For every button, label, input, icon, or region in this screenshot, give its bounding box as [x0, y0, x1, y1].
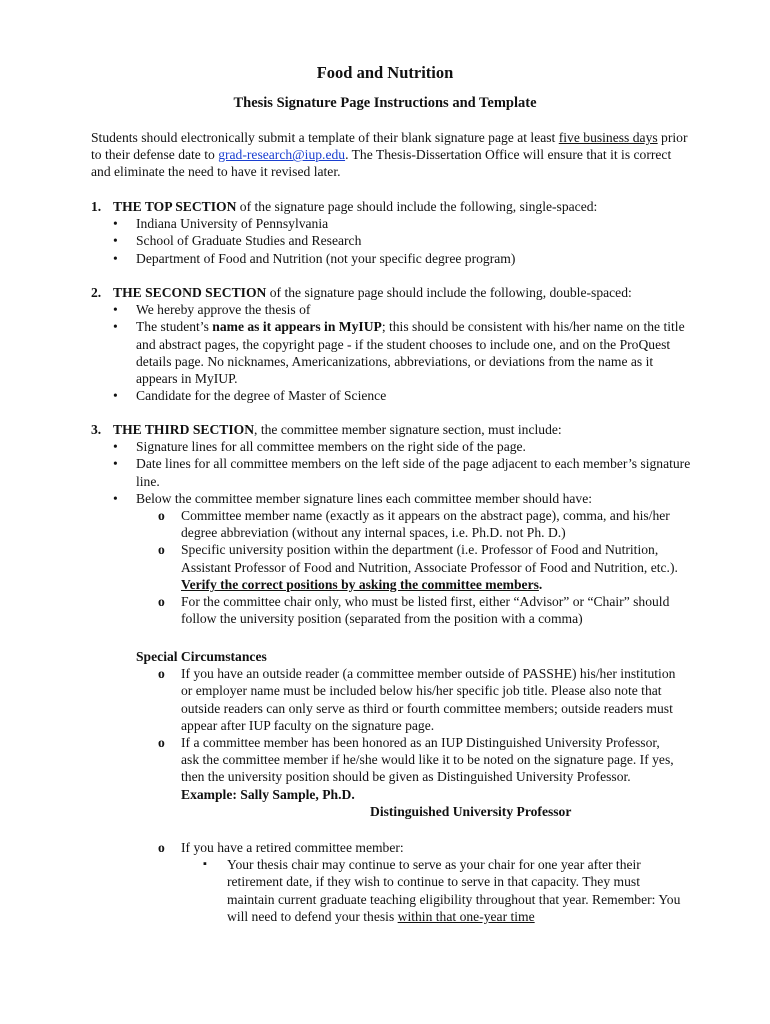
sub-list-item-emphasis: Verify the correct positions by asking the committee members — [181, 576, 539, 592]
retired-member-section — [136, 839, 681, 925]
circle-bullet-icon: o — [158, 508, 165, 524]
list-item — [91, 215, 691, 232]
sub-list-item — [136, 541, 691, 593]
sub-list-item-text: . — [538, 576, 543, 592]
sub-list-item-text: If you have an outside reader (a committee member outside of PASSHE) his/her institution or employer name must be included below his/her specific job title. Please also note that outside readers can only serve as third or fourth committee members; outside readers must appear after IUP faculty on the signature page. — [181, 666, 676, 733]
section-number: 2. — [91, 285, 102, 300]
section-heading — [113, 198, 691, 215]
sub-list-item-text: Specific university position within the department (i.e. Professor of Food and Nutrition, Assistant Professor of Food and Nutrition, Associate Professor of Food and Nutrition, etc.). — [181, 542, 678, 575]
bullet-list — [91, 215, 691, 267]
section-heading-text: of the signature page should include the following, double-spaced: — [266, 285, 632, 300]
section-heading — [113, 284, 691, 301]
sub-list-item — [136, 593, 691, 627]
section-number: 3. — [91, 422, 102, 437]
list-item — [91, 438, 691, 455]
list-item — [91, 250, 691, 267]
section-heading-text: , the committee member signature section, must include: — [254, 422, 562, 437]
list-item-text: ; this should be consistent with his/her name on the title and abstract pages, the copyright page - if the student chooses to include one, and on the ProQuest details page. No nicknames, Americanizations, abbreviations, or deviations from the name as it appears in MyIUP. — [136, 319, 685, 387]
bullet-icon: • — [113, 490, 118, 506]
sub-list — [136, 507, 691, 627]
intro-text-2: prior to their defense date to — [91, 130, 688, 163]
circle-bullet-icon: o — [158, 735, 165, 751]
circle-bullet-icon: o — [158, 666, 165, 682]
section-number: 1. — [91, 199, 102, 214]
circle-bullet-icon: o — [158, 840, 165, 855]
square-list — [181, 856, 681, 925]
list-item-text: Below the committee member signature lines each committee member should have: — [136, 490, 593, 506]
sub-list-item — [136, 839, 681, 925]
square-bullet-icon: ▪ — [203, 858, 207, 871]
list-item-text: Department of Food and Nutrition (not your specific degree program) — [136, 250, 516, 266]
list-item — [91, 455, 691, 489]
list-item-text: Candidate for the degree of Master of Science — [136, 388, 387, 404]
example-label: Example: Sally Sample, Ph.D. — [181, 786, 355, 802]
intro-text-1: Students should electronically submit a template of their blank signature page at least — [91, 130, 559, 145]
square-list-item-underline: within that one-year time — [397, 908, 535, 924]
special-heading: Special Circumstances — [136, 649, 267, 664]
sub-list-item — [136, 665, 681, 734]
section-heading-text: of the signature page should include the following, single-spaced: — [236, 199, 598, 214]
example-title: Distinguished University Professor — [370, 803, 572, 819]
sub-list-item — [136, 734, 681, 820]
section-second — [91, 284, 691, 404]
sub-list-item-text: For the committee chair only, who must be listed first, either “Advisor” or “Chair” should follow the university position (separated from the position with a comma) — [181, 594, 670, 627]
section-heading-bold: THE SECOND SECTION — [113, 285, 267, 300]
list-item — [91, 387, 691, 404]
section-heading-bold: THE TOP SECTION — [113, 199, 237, 214]
square-list-item-text: Your thesis chair may continue to serve as your chair for one year after their retirement date, if they wish to continue to serve in that capacity. They must maintain current graduate teaching eligibility throughout that year. Remember: You will need to defend your thesis — [227, 857, 681, 924]
page-title: Food and Nutrition — [316, 63, 454, 82]
sub-list-item-text: If you have a retired committee member: — [181, 840, 404, 855]
bullet-list — [91, 301, 691, 404]
sub-list — [136, 665, 681, 820]
list-item-text: Date lines for all committee members on the left side of the page adjacent to each member’s signature line. — [136, 456, 691, 489]
square-list-item — [181, 856, 681, 925]
list-item — [91, 318, 691, 387]
list-item-text: We hereby approve the thesis of — [136, 302, 311, 318]
sub-list-item-text: If a committee member has been honored as an IUP Distinguished University Professor, ask the committee member if he/she would like it to be noted on the signature page. If yes, then the university position should be given as Distinguished University Professor. — [181, 735, 674, 785]
list-item — [91, 301, 691, 318]
list-item-text: The student’s — [136, 319, 213, 335]
sub-list-item-text: Committee member name (exactly as it appears on the abstract page), comma, and his/her degree abbreviation (without any internal spaces, i.e. Ph.D. not Ph. D.) — [181, 508, 670, 541]
bullet-list — [91, 438, 691, 627]
bullet-icon: • — [113, 456, 118, 472]
circle-bullet-icon: o — [158, 542, 165, 558]
list-item — [91, 232, 691, 249]
circle-bullet-icon: o — [158, 594, 165, 610]
list-item — [91, 490, 691, 628]
page-subtitle: Thesis Signature Page Instructions and Template — [233, 95, 537, 111]
intro-paragraph — [91, 129, 691, 181]
section-third — [91, 421, 691, 627]
list-item-emphasis: name as it appears in MyIUP — [212, 319, 382, 335]
section-heading — [113, 421, 691, 438]
bullet-icon: • — [113, 250, 118, 266]
bullet-icon: • — [113, 302, 118, 318]
email-link[interactable]: grad-research@iup.edu — [218, 147, 346, 163]
list-item-text: Signature lines for all committee members on the right side of the page. — [136, 439, 526, 455]
bullet-icon: • — [113, 439, 118, 455]
section-heading-bold: THE THIRD SECTION — [113, 422, 255, 437]
intro-text-3: . The Thesis-Dissertation Office will ensure that it is correct and eliminate the need to have it revised later. — [91, 147, 672, 180]
section-top — [91, 198, 691, 267]
sub-list-item — [136, 507, 691, 541]
intro-deadline: five business days — [558, 130, 658, 145]
bullet-icon: • — [113, 388, 118, 404]
special-circumstances — [136, 648, 681, 820]
bullet-icon: • — [113, 216, 118, 232]
list-item-text: Indiana University of Pennsylvania — [136, 216, 329, 232]
bullet-icon: • — [113, 319, 118, 335]
list-item-text: School of Graduate Studies and Research — [136, 233, 362, 249]
sub-list — [136, 839, 681, 925]
bullet-icon: • — [113, 233, 118, 249]
